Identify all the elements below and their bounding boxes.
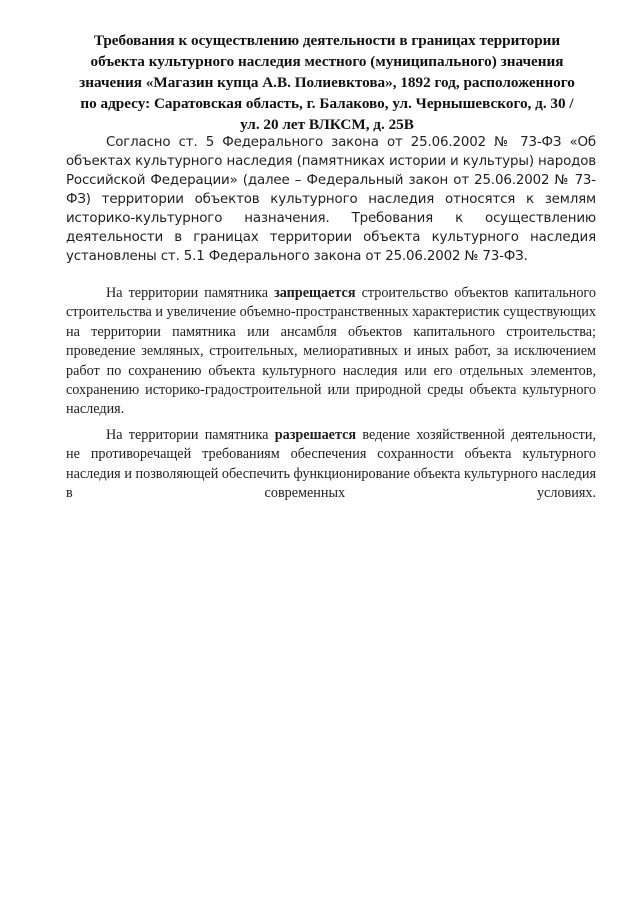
paragraph-text-rest: строительство объектов капитального строительства и увеличение объемно-пространственных характеристик существующих на территории памятника или ансамбля объектов капитального строительства; проведение земляных, строительных, мелиоративных и иных работ, за исключением работ по сохранению объекта культурного наследия или его отдельных элементов, сохранению историко-градостроительной или природной среды объекта культурного наследия.	[66, 285, 596, 418]
document-title	[60, 30, 594, 135]
title-line: ул. 20 лет ВЛКСМ, д. 25В	[240, 116, 414, 133]
paragraph-prohibitions	[66, 284, 596, 420]
paragraph-text-start: На территории памятника	[106, 285, 275, 301]
paragraph-permissions	[66, 426, 596, 504]
title-line: по адресу: Саратовская область, г. Балаково, ул. Чернышевского, д. 30 /	[80, 95, 574, 112]
keyword-prohibited: запрещается	[274, 285, 356, 301]
title-line: значения «Магазин купца А.В. Полиевктова», 1892 год, расположенного	[79, 74, 575, 91]
paragraph-text: Согласно ст. 5 Федерального закона от 25.06.2002 № 73-ФЗ «Об объектах культурного наследия (памятниках истории и культуры) народов Российской Федерации» (далее – Федеральный закон от 25.06.2002 № 73-ФЗ) территории объектов культурного наследия относятся к землям историко-культурного назначения. Требования к осуществлению деятельности в границах территории объекта культурного наследия установлены ст. 5.1 Федерального закона от 25.06.2002 № 73-ФЗ.	[66, 135, 596, 264]
paragraph-text-start: На территории памятника	[106, 427, 275, 443]
keyword-permitted: разрешается	[274, 427, 357, 443]
title-line: Требования к осуществлению деятельности в границах территории	[93, 32, 561, 49]
paragraph-legal-basis	[66, 133, 596, 266]
paragraph-text-rest: ведение хозяйственной деятельности, не противоречащей требованиям обеспечения сохранности объекта культурного наследия и позволяющей обеспечить функционирование объекта культурного наследия в современных условиях.	[66, 427, 596, 502]
title-line: объекта культурного наследия местного (муниципального) значения	[90, 53, 564, 70]
